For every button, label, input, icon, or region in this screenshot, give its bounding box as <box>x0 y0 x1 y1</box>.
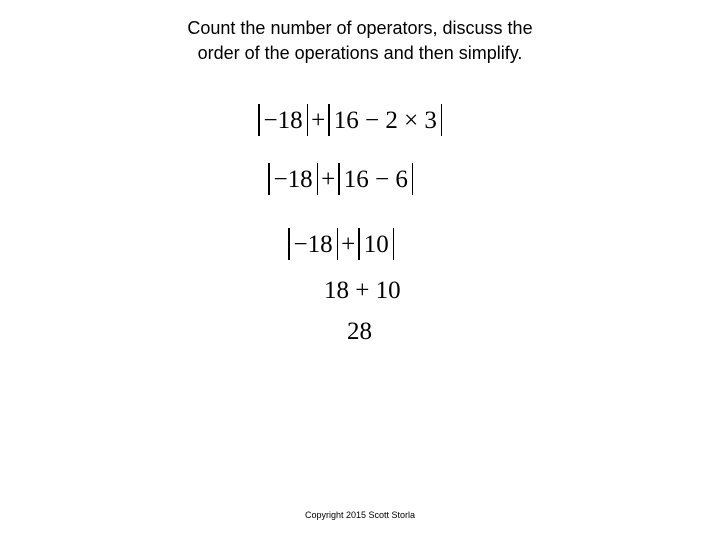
operator: + <box>321 165 336 193</box>
abs-bar-left <box>288 228 290 260</box>
title-line-1: Count the number of operators, discuss the <box>187 18 533 38</box>
abs-bar-left <box>338 163 340 195</box>
abs-value-term: −18 <box>273 165 313 193</box>
expression-step-1 <box>258 100 442 140</box>
abs-value-term: −18 <box>293 230 333 258</box>
final-answer: 28 <box>347 318 372 345</box>
expression-step-2 <box>268 159 413 199</box>
abs-bar-left <box>258 104 260 136</box>
copyright-footer: Copyright 2015 Scott Storla <box>304 510 416 520</box>
title-line-2: order of the operations and then simplify. <box>197 43 523 63</box>
abs-bar-left <box>268 163 270 195</box>
abs-bar-right <box>412 163 414 195</box>
abs-bar-right <box>317 163 319 195</box>
slide-title <box>0 16 720 66</box>
operator: + <box>311 106 326 134</box>
expression-step-4: 18 + 10 <box>324 277 401 304</box>
abs-bar-right <box>337 228 339 260</box>
abs-bar-right <box>393 228 395 260</box>
abs-value-term: 10 <box>363 230 389 258</box>
abs-bar-right <box>307 104 309 136</box>
abs-value-term: 16 − 6 <box>343 165 408 193</box>
abs-bar-right <box>441 104 443 136</box>
abs-value-term: −18 <box>263 106 303 134</box>
abs-bar-left <box>358 228 360 260</box>
operator: + <box>341 230 356 258</box>
abs-bar-left <box>328 104 330 136</box>
expression-step-3 <box>288 224 394 264</box>
abs-value-term: 16 − 2 × 3 <box>333 106 437 134</box>
